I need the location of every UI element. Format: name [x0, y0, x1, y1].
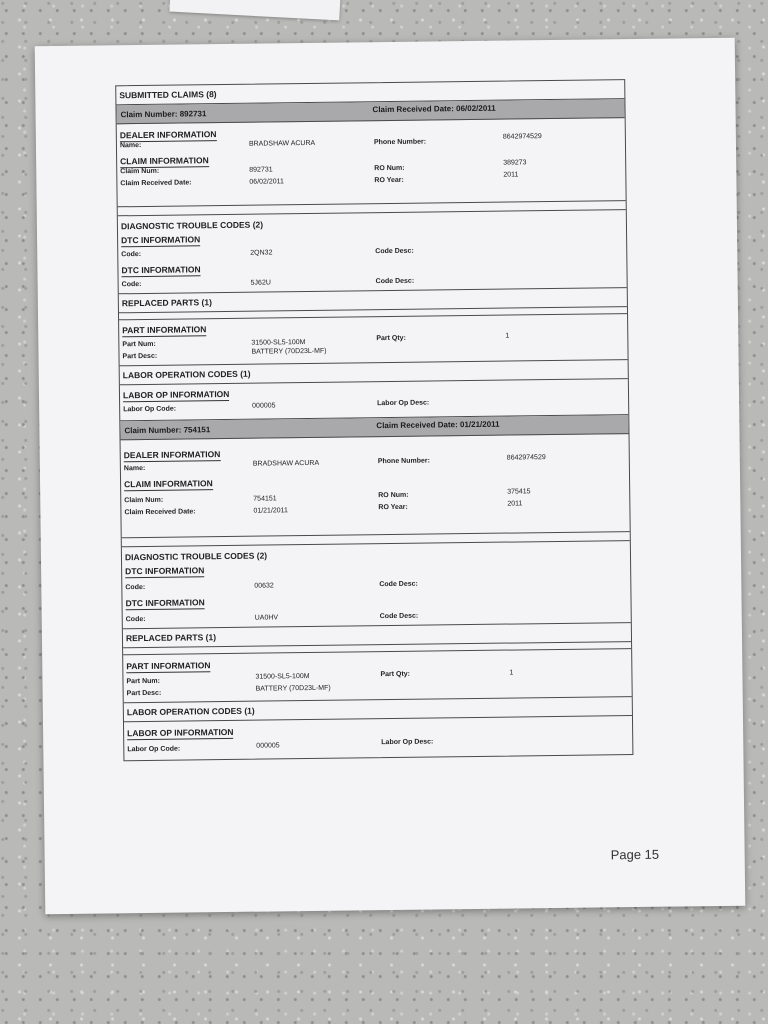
part-num-label: Part Num: [122, 340, 156, 349]
part-qty-label: Part Qty: [376, 334, 406, 343]
parts-section [123, 649, 632, 703]
code-value: 2QN32 [250, 249, 273, 257]
labor-op-info-heading: LABOR OP INFORMATION [122, 388, 230, 401]
dealer-info-heading: DEALER INFORMATION [123, 449, 221, 461]
code-label: Code: [125, 615, 146, 624]
phone-label: Phone Number: [377, 457, 430, 466]
dtc-info-heading: DTC INFORMATION [121, 234, 201, 246]
labor-section [120, 379, 628, 421]
name-label: Name: [123, 464, 146, 473]
ro-num-value: 375415 [507, 488, 531, 496]
ro-num-value: 389273 [503, 159, 527, 167]
claim-num-value: 754151 [253, 495, 277, 503]
claim-received-label: Claim Received Date: [376, 420, 458, 431]
claim-details [117, 118, 626, 207]
code-label: Code: [125, 583, 146, 592]
claim-num-value: 892731 [249, 166, 273, 174]
dtc-title: DIAGNOSTIC TROUBLE CODES (2) [120, 219, 264, 232]
replaced-parts-title: REPLACED PARTS (1) [123, 623, 631, 648]
phone-value: 8642974529 [506, 454, 546, 462]
parts-section [119, 314, 628, 366]
labor-op-desc-label: Labor Op Desc: [381, 738, 434, 747]
phone-value: 8642974529 [502, 133, 542, 141]
part-qty-label: Part Qty: [380, 670, 411, 679]
replaced-parts-title: REPLACED PARTS (1) [119, 288, 627, 313]
ro-year-value: 2011 [507, 500, 523, 508]
claim-details [121, 434, 630, 538]
paper-scrap [169, 0, 340, 20]
ro-num-label: RO Num: [378, 491, 409, 500]
dtc-section [118, 210, 627, 294]
part-info-heading: PART INFORMATION [122, 324, 207, 336]
page-number: Page 15 [610, 846, 660, 863]
part-desc-value: BATTERY (70D23L-MF) [251, 347, 327, 356]
labor-op-desc-label: Labor Op Desc: [377, 399, 430, 408]
name-label: Name: [119, 142, 142, 150]
dtc-info-heading: DTC INFORMATION [121, 264, 201, 276]
code-value: 00632 [254, 582, 274, 590]
labor-op-code-label: Labor Op Code: [123, 405, 177, 414]
code-desc-label: Code Desc: [375, 247, 414, 256]
dealer-info-heading: DEALER INFORMATION [119, 129, 217, 141]
claim-received-date-label: Claim Received Date: [124, 508, 196, 517]
dealer-name-value: BRADSHAW ACURA [248, 139, 316, 148]
claim-num-label: Claim Num: [120, 167, 160, 176]
claim-received-date-label: Claim Received Date: [120, 179, 192, 188]
ro-year-label: RO Year: [378, 503, 408, 512]
labor-op-code-value: 000005 [252, 402, 276, 410]
part-num-value: 31500-SL5-100M [251, 339, 306, 347]
claim-received-value: 06/02/2011 [456, 103, 496, 114]
dealer-name-value: BRADSHAW ACURA [252, 459, 320, 468]
code-label: Code: [121, 281, 142, 289]
document-page [35, 38, 746, 914]
claim-number-label: Claim Number: [120, 109, 178, 120]
claim-received-value: 01/21/2011 [459, 419, 500, 430]
code-label: Code: [121, 251, 142, 259]
part-num-value: 31500-SL5-100M [255, 672, 310, 681]
claim-number-value: 754151 [183, 425, 211, 435]
labor-op-info-heading: LABOR OP INFORMATION [127, 726, 234, 739]
dtc-title: DIAGNOSTIC TROUBLE CODES (2) [124, 550, 268, 563]
claim-info-heading: CLAIM INFORMATION [120, 155, 209, 167]
claim-info-heading: CLAIM INFORMATION [124, 478, 213, 490]
phone-label: Phone Number: [373, 138, 427, 147]
claims-form [115, 79, 633, 761]
code-desc-label: Code Desc: [379, 580, 418, 589]
code-value: UA0HV [254, 614, 279, 622]
claim-number-label: Claim Number: [124, 425, 182, 436]
labor-op-code-label: Labor Op Code: [127, 745, 181, 754]
claim-num-label: Claim Num: [124, 496, 164, 505]
part-desc-value: BATTERY (70D23L-MF) [255, 684, 331, 693]
part-info-heading: PART INFORMATION [126, 660, 211, 672]
claim-received-label: Claim Received Date: [372, 104, 454, 115]
submitted-claims-header: SUBMITTED CLAIMS (8) [116, 80, 624, 105]
ro-year-label: RO Year: [374, 176, 404, 185]
dtc-section [122, 541, 631, 629]
part-qty-value: 1 [505, 332, 510, 340]
code-desc-label: Code Desc: [375, 277, 415, 286]
ro-num-label: RO Num: [374, 164, 405, 173]
labor-section [124, 716, 632, 760]
labor-codes-title: LABOR OPERATION CODES (1) [120, 360, 628, 385]
claim-received-date-value: 01/21/2011 [253, 507, 288, 515]
code-value: 5J62U [250, 279, 271, 287]
labor-row [124, 740, 632, 760]
dtc-info-heading: DTC INFORMATION [125, 597, 205, 609]
dtc-info-heading: DTC INFORMATION [125, 565, 205, 577]
part-num-label: Part Num: [126, 677, 160, 686]
claim-number-value: 892731 [179, 109, 207, 119]
part-desc-label: Part Desc: [126, 689, 162, 698]
part-qty-value: 1 [509, 669, 514, 677]
claim-received-date-value: 06/02/2011 [249, 178, 284, 186]
labor-op-code-value: 000005 [256, 742, 280, 750]
code-desc-label: Code Desc: [379, 612, 419, 621]
labor-codes-title: LABOR OPERATION CODES (1) [124, 697, 632, 722]
ro-year-value: 2011 [503, 171, 519, 179]
part-desc-label: Part Desc: [122, 352, 158, 361]
